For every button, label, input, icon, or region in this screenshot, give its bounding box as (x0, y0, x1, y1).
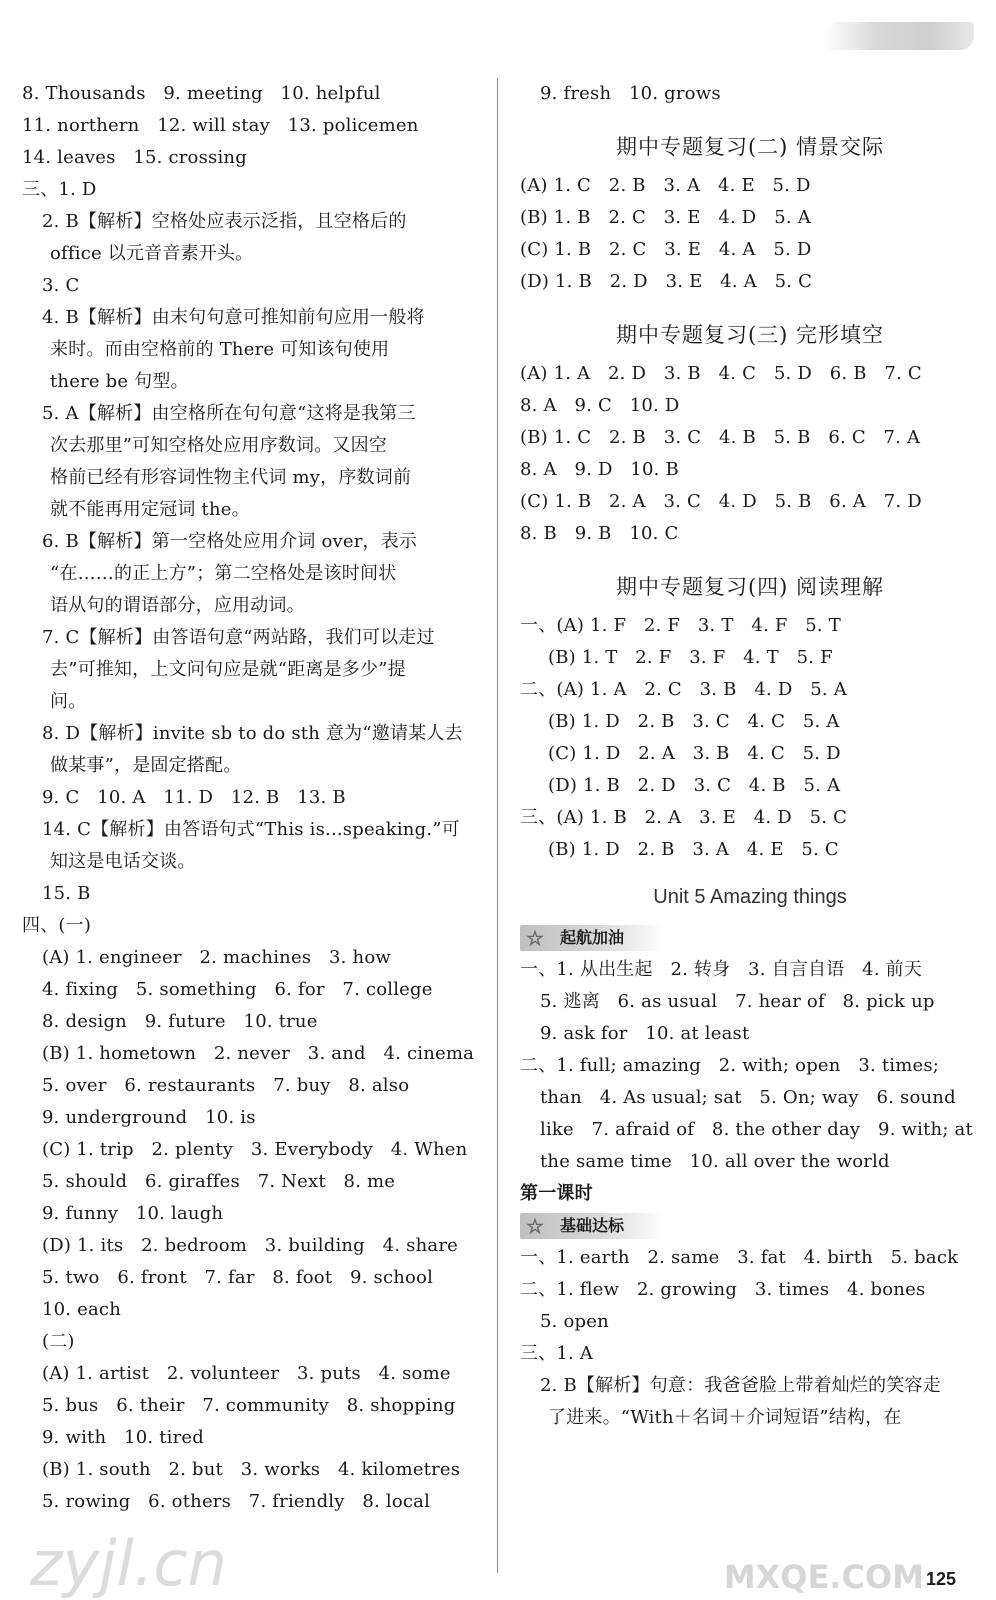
left-column (22, 78, 484, 1518)
answer-line: (B) 1. south 2. but 3. works 4. kilometres (42, 1459, 461, 1480)
answer-line: 二、1. full; amazing 2. with; open 3. times; (520, 1055, 940, 1076)
answer-line: 15. B (42, 883, 91, 904)
section-heading: 四、(一) (22, 915, 92, 936)
answer-line: 次去那里”可知空格处应用序数词。又因空 (50, 435, 388, 456)
answer-line: (二) (42, 1331, 75, 1352)
answer-line: 5. 逃离 6. as usual 7. hear of 8. pick up (540, 991, 935, 1012)
section-title-review2: 期中专题复习(二) 情景交际 (615, 135, 885, 159)
answer-line: 三、(A) 1. B 2. A 3. E 4. D 5. C (520, 807, 848, 828)
star-icon: ☆ (526, 1214, 544, 1238)
lesson-title: 第一课时 (520, 1183, 593, 1204)
section-heading: 三、1. D (22, 179, 97, 200)
unit-title: Unit 5 Amazing things (653, 886, 847, 908)
answer-line: 一、(A) 1. F 2. F 3. T 4. F 5. T (520, 615, 841, 636)
answer-line: (B) 1. hometown 2. never 3. and 4. cinema (42, 1043, 475, 1064)
section-title-review4: 期中专题复习(四) 阅读理解 (615, 575, 885, 599)
answer-line: (A) 1. engineer 2. machines 3. how (42, 947, 391, 968)
answer-line: (D) 1. its 2. bedroom 3. building 4. share (42, 1235, 458, 1256)
section-tag-label: 起航加油 (560, 928, 625, 947)
answer-line: there be 句型。 (50, 371, 189, 392)
answer-line: 5. rowing 6. others 7. friendly 8. local (42, 1491, 431, 1512)
answer-line: 一、1. 从出生起 2. 转身 3. 自言自语 4. 前天 (520, 959, 923, 980)
answer-line: (C) 1. D 2. A 3. B 4. C 5. D (548, 743, 841, 764)
answer-line: 做某事”，是固定搭配。 (50, 755, 242, 776)
watermark-zyjl: zyjl.cn (30, 1527, 227, 1600)
answer-line: (A) 1. A 2. D 3. B 4. C 5. D 6. B 7. C (520, 363, 922, 384)
answer-line: 14. leaves 15. crossing (22, 147, 247, 168)
section-tag-start (520, 925, 664, 951)
right-column (520, 78, 980, 1434)
answer-line: the same time 10. all over the world (540, 1151, 890, 1172)
answer-line: (D) 1. B 2. D 3. E 4. A 5. C (520, 271, 813, 292)
answer-line: 4. fixing 5. something 6. for 7. college (42, 979, 433, 1000)
answer-line: 10. each (42, 1299, 122, 1320)
answer-line: 4. B【解析】由末句句意可推知前句应用一般将 (42, 307, 425, 328)
section-tag-label: 基础达标 (560, 1216, 625, 1235)
answer-line: (B) 1. C 2. B 3. C 4. B 5. B 6. C 7. A (520, 427, 921, 448)
answer-line: 8. design 9. future 10. true (42, 1011, 318, 1032)
answer-line: 8. Thousands 9. meeting 10. helpful (22, 83, 381, 104)
answer-line: 8. D【解析】invite sb to do sth 意为“邀请某人去 (42, 723, 463, 744)
answer-line: “在……的正上方”；第二空格处是该时间状 (50, 563, 397, 584)
answer-line: 来时。而由空格前的 There 可知该句使用 (50, 339, 390, 360)
answer-line: 了进来。“With＋名词＋介词短语”结构，在 (548, 1407, 902, 1428)
answer-line: 3. C (42, 275, 80, 296)
answer-line: (B) 1. D 2. B 3. C 4. C 5. A (548, 711, 840, 732)
answer-line: 一、1. earth 2. same 3. fat 4. birth 5. back (520, 1247, 959, 1268)
answer-line: 二、1. flew 2. growing 3. times 4. bones (520, 1279, 926, 1300)
answer-line: (C) 1. B 2. C 3. E 4. A 5. D (520, 239, 812, 260)
answer-line: 就不能再用定冠词 the。 (50, 499, 250, 520)
answer-line: 9. underground 10. is (42, 1107, 256, 1128)
answer-line: 9. fresh 10. grows (540, 83, 721, 104)
answer-line: 语从句的谓语部分，应用动词。 (50, 595, 305, 616)
answer-line: 14. C【解析】由答语句式“This is...speaking.”可 (42, 819, 460, 840)
answer-line: 去”可推知，上文问句应是就“距离是多少”提 (50, 659, 406, 680)
answer-line: 5. should 6. giraffes 7. Next 8. me (42, 1171, 396, 1192)
answer-line: (A) 1. artist 2. volunteer 3. puts 4. some (42, 1363, 451, 1384)
answer-line: 6. B【解析】第一空格处应用介词 over，表示 (42, 531, 418, 552)
answer-line: 11. northern 12. will stay 13. policemen (22, 115, 419, 136)
page-number: 125 (925, 1569, 956, 1589)
answer-line: (C) 1. B 2. A 3. C 4. D 5. B 6. A 7. D (520, 491, 922, 512)
star-icon: ☆ (526, 926, 544, 950)
answer-line: 9. funny 10. laugh (42, 1203, 224, 1224)
answer-line: 5. two 6. front 7. far 8. foot 9. school (42, 1267, 434, 1288)
watermark-mxqe: MXQE.COM (723, 1558, 924, 1596)
answer-line: 9. ask for 10. at least (540, 1023, 750, 1044)
answer-line: 7. C【解析】由答语句意“两站路，我们可以走过 (42, 627, 435, 648)
section-tag-basic (520, 1213, 664, 1239)
answer-line: 5. bus 6. their 7. community 8. shopping (42, 1395, 456, 1416)
answer-line: (B) 1. T 2. F 3. F 4. T 5. F (548, 647, 833, 668)
answer-line: 2. B【解析】句意：我爸爸脸上带着灿烂的笑容走 (540, 1375, 941, 1396)
answer-line: 8. A 9. D 10. B (520, 459, 679, 480)
answer-line: 8. A 9. C 10. D (520, 395, 680, 416)
answer-line: 2. B【解析】空格处应表示泛指，且空格后的 (42, 211, 407, 232)
answer-line: (B) 1. D 2. B 3. A 4. E 5. C (548, 839, 839, 860)
answer-line: (A) 1. C 2. B 3. A 4. E 5. D (520, 175, 811, 196)
answer-line: than 4. As usual; sat 5. On; way 6. sound (540, 1087, 956, 1108)
answer-line: 问。 (50, 691, 87, 712)
answer-line: 5. A【解析】由空格所在句句意“这将是我第三 (42, 403, 416, 424)
answer-line: like 7. afraid of 8. the other day 9. with; at (540, 1119, 973, 1140)
header-book-decoration (824, 22, 974, 50)
answer-line: 二、(A) 1. A 2. C 3. B 4. D 5. A (520, 679, 847, 700)
answer-line: 三、1. A (520, 1343, 594, 1364)
answer-line: 9. with 10. tired (42, 1427, 204, 1448)
answer-line: (B) 1. B 2. C 3. E 4. D 5. A (520, 207, 811, 228)
answer-line: (D) 1. B 2. D 3. C 4. B 5. A (548, 775, 841, 796)
answer-line: 知这是电话交谈。 (50, 851, 196, 872)
column-divider (497, 78, 498, 1573)
answer-line: 格前已经有形容词性物主代词 my，序数词前 (50, 467, 412, 488)
answer-line: 5. over 6. restaurants 7. buy 8. also (42, 1075, 410, 1096)
answer-line: 5. open (540, 1311, 609, 1332)
answer-line: office 以元音音素开头。 (50, 243, 254, 264)
section-title-review3: 期中专题复习(三) 完形填空 (615, 323, 885, 347)
answer-line: 8. B 9. B 10. C (520, 523, 679, 544)
answer-line: 9. C 10. A 11. D 12. B 13. B (42, 787, 346, 808)
answer-line: (C) 1. trip 2. plenty 3. Everybody 4. When (42, 1139, 468, 1160)
